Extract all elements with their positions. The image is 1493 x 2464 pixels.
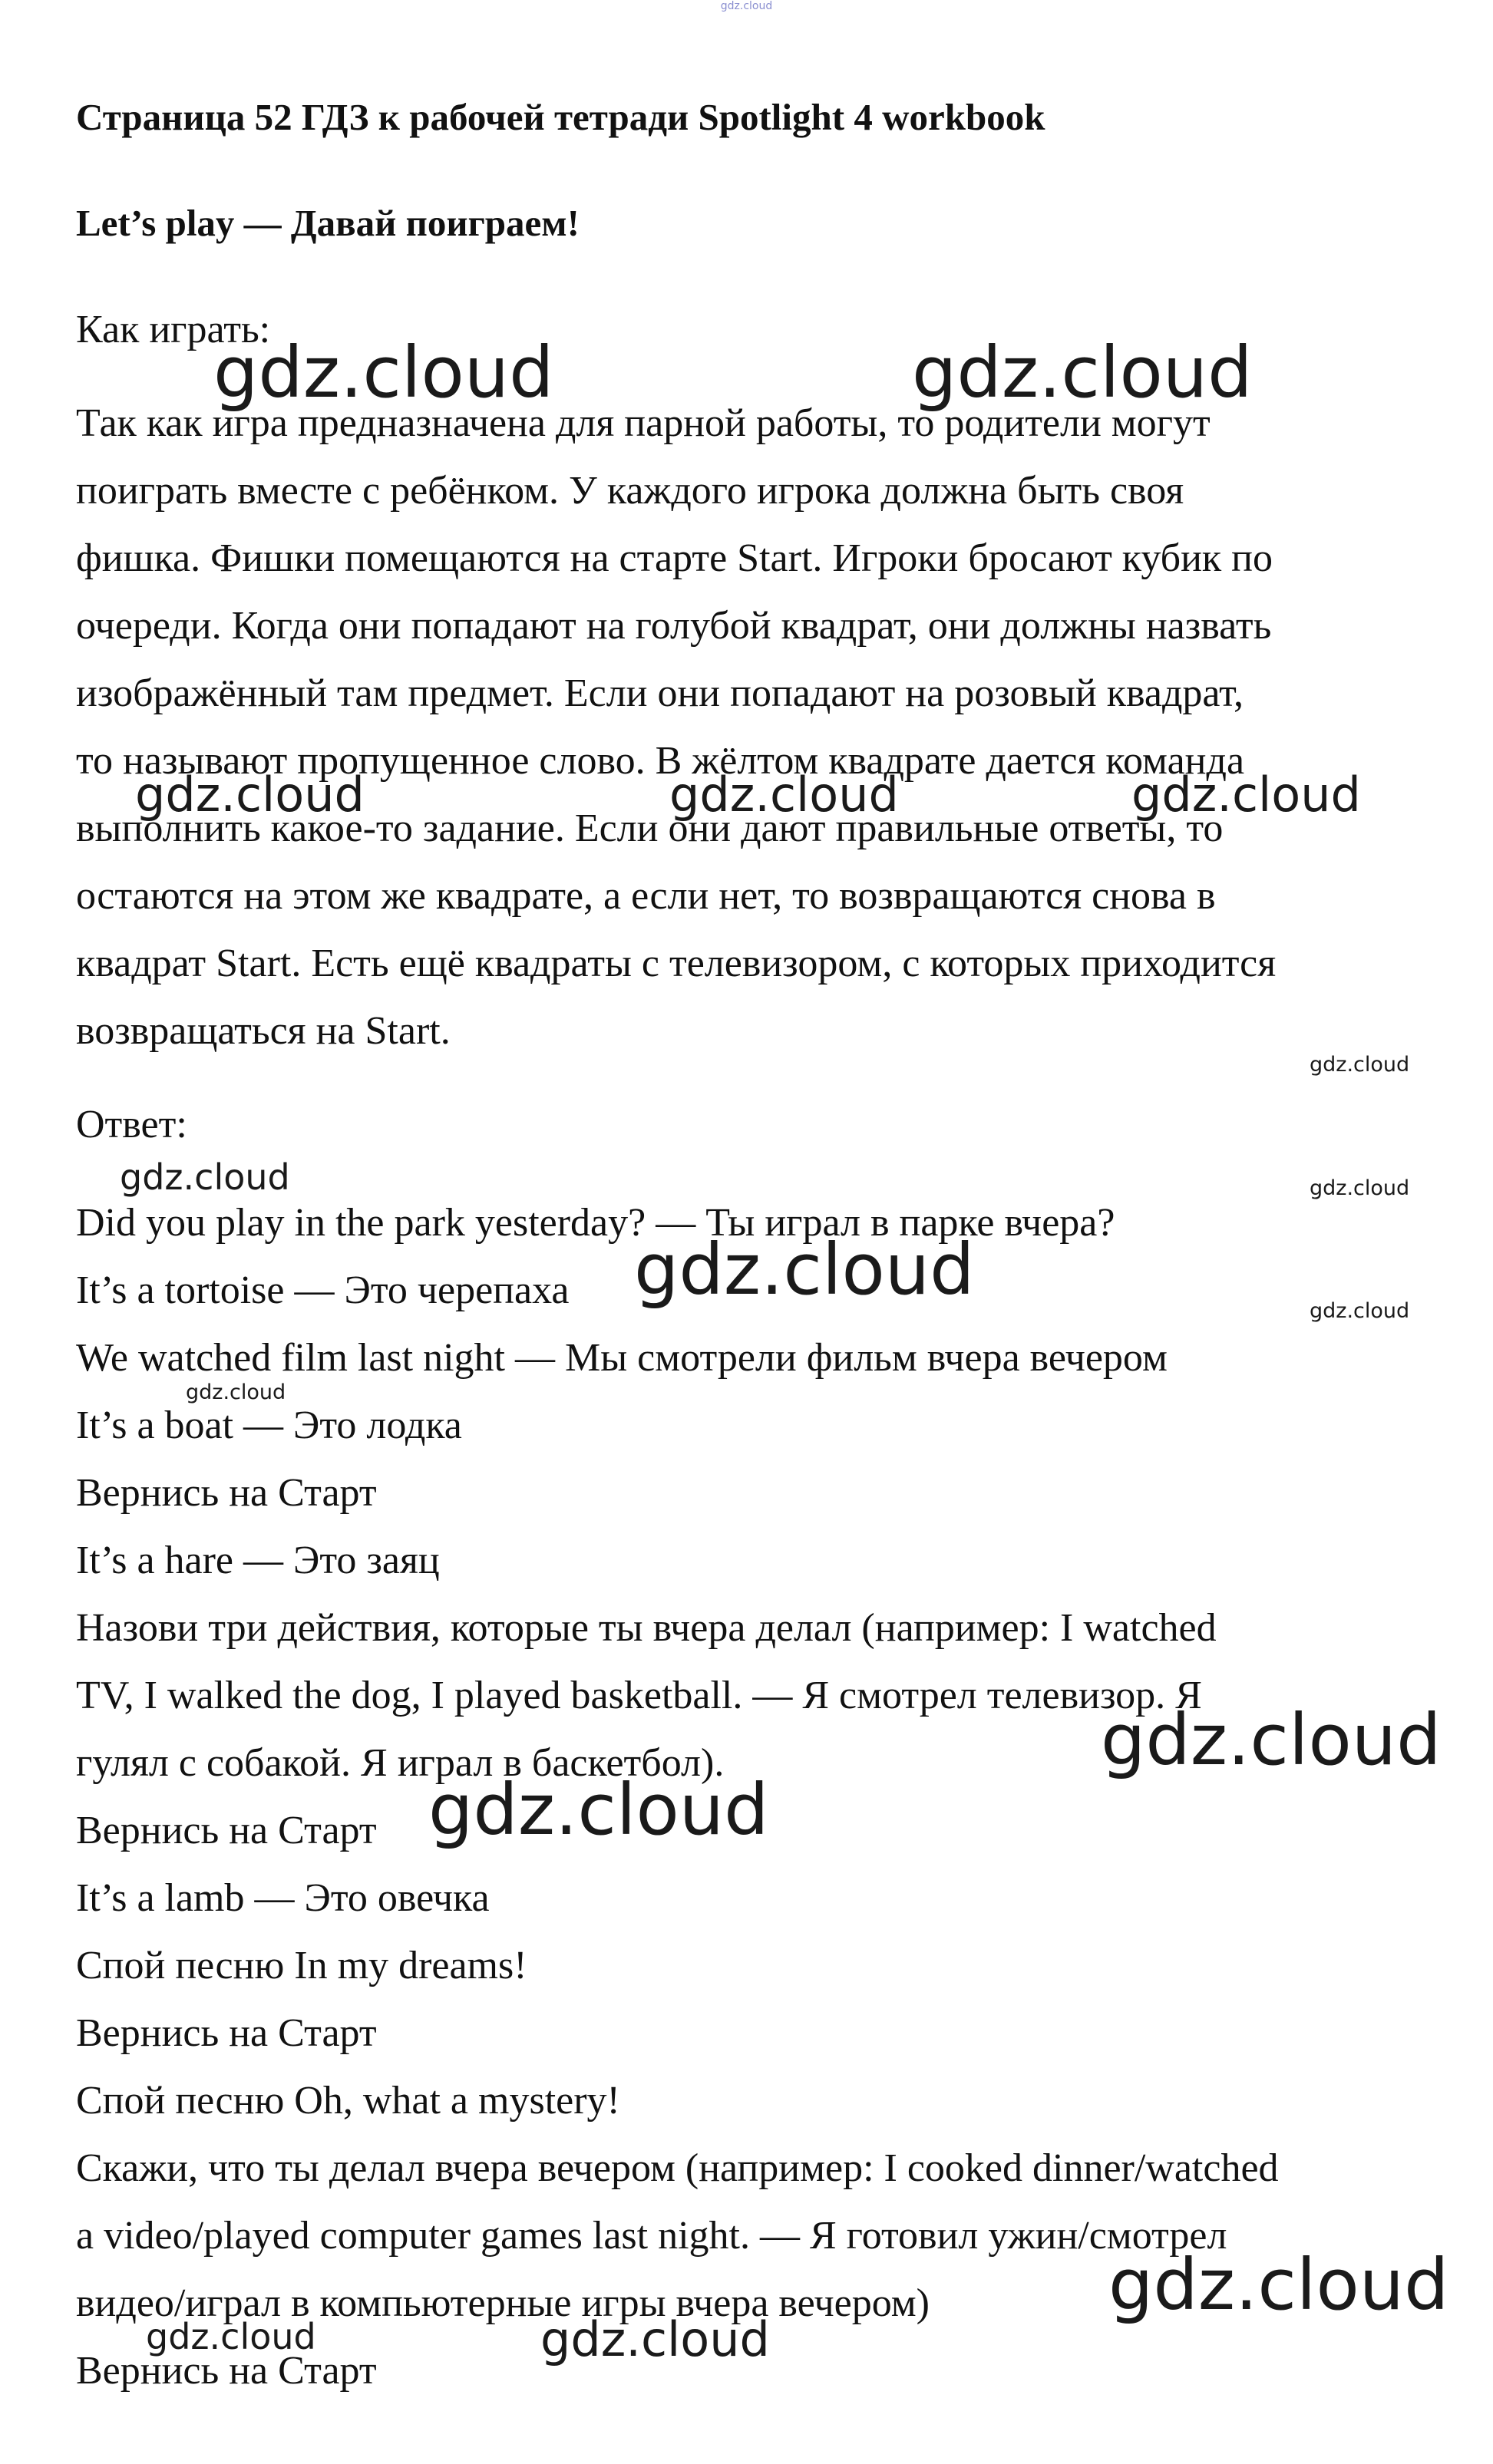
watermark: gdz.cloud bbox=[120, 1156, 290, 1198]
answer-line: Вернись на Старт bbox=[76, 2011, 377, 2055]
answer-label: Ответ: bbox=[76, 1103, 187, 1146]
paragraph-line: изображённый там предмет. Если они попадают на розовый квадрат, bbox=[76, 671, 1244, 715]
answer-item bbox=[76, 1527, 1458, 1595]
answer-line: It’s a hare — Это заяц bbox=[76, 1539, 440, 1582]
watermark: gdz.cloud bbox=[1101, 1699, 1442, 1781]
page-title: Страница 52 ГДЗ к рабочей тетради Spotlight 4 workbook bbox=[76, 96, 1045, 138]
answer-line: Назови три действия, которые ты вчера делал (например: I watched bbox=[76, 1606, 1217, 1650]
answer-line: Вернись на Старт bbox=[76, 1471, 377, 1515]
answer-item bbox=[76, 1460, 1458, 1527]
watermark: gdz.cloud bbox=[1310, 1299, 1410, 1323]
answer-line: Вернись на Старт bbox=[76, 1809, 377, 1852]
watermark: gdz.cloud bbox=[1131, 767, 1361, 823]
watermark: gdz.cloud bbox=[428, 1769, 769, 1851]
watermark: gdz.cloud bbox=[1310, 1053, 1410, 1077]
watermark: gdz.cloud bbox=[1108, 2244, 1449, 2326]
answer-line: Вернись на Старт bbox=[76, 2349, 377, 2393]
how-to-play-label: Как играть: bbox=[76, 308, 271, 351]
watermark: gdz.cloud bbox=[540, 2311, 770, 2367]
paragraph-line: фишка. Фишки помещаются на старте Start. Игроки бросают кубик по bbox=[76, 536, 1273, 580]
watermark: gdz.cloud bbox=[146, 2316, 316, 2357]
watermark: gdz.cloud bbox=[912, 332, 1253, 414]
answer-line: Did you play in the park yesterday? — Ты играл в парке вчера? bbox=[76, 1201, 1115, 1245]
watermark: gdz.cloud bbox=[135, 767, 365, 823]
answer-line: Скажи, что ты делал вчера вечером (например: I cooked dinner/watched bbox=[76, 2146, 1279, 2190]
watermark: gdz.cloud bbox=[634, 1229, 975, 1311]
answer-line: It’s a boat — Это лодка bbox=[76, 1404, 462, 1447]
answer-item bbox=[76, 1932, 1458, 2000]
answer-line: It’s a lamb — Это овечка bbox=[76, 1876, 490, 1920]
answer-item bbox=[76, 2067, 1458, 2135]
watermark: gdz.cloud bbox=[669, 767, 899, 823]
paragraph-line: поиграть вместе с ребёнком. У каждого игрока должна быть своя bbox=[76, 469, 1184, 513]
answer-line: It’s a tortoise — Это черепаха bbox=[76, 1268, 570, 1312]
answer-line: гулял с собакой. Я играл в баскетбол). bbox=[76, 1741, 725, 1785]
answer-line: Спой песню Oh, what a mystery! bbox=[76, 2079, 620, 2123]
answer-item bbox=[76, 2000, 1458, 2067]
top-watermark: gdz.cloud bbox=[720, 0, 773, 12]
answer-line: TV, I walked the dog, I played basketball. — Я смотрел телевизор. Я bbox=[76, 1674, 1202, 1717]
paragraph-line: возвращаться на Start. bbox=[76, 1009, 451, 1053]
answer-line: We watched film last night — Мы смотрели фильм вчера вечером bbox=[76, 1336, 1168, 1380]
watermark: gdz.cloud bbox=[186, 1380, 286, 1404]
paragraph-line: Так как игра предназначена для парной работы, то родители могут bbox=[76, 401, 1211, 445]
paragraph-line: очереди. Когда они попадают на голубой квадрат, они должны назвать bbox=[76, 604, 1272, 648]
paragraph-line: выполнить какое-то задание. Если они дают правильные ответы, то bbox=[76, 806, 1224, 850]
answer-line: a video/played computer games last night. — Я готовил ужин/смотрел bbox=[76, 2214, 1227, 2258]
answer-line: видео/играл в компьютерные игры вчера вечером) bbox=[76, 2281, 930, 2325]
watermark: gdz.cloud bbox=[1310, 1176, 1410, 1200]
watermark: gdz.cloud bbox=[213, 332, 554, 414]
answer-line: Спой песню In my dreams! bbox=[76, 1944, 527, 1987]
paragraph-line: то называют пропущенное слово. В жёлтом квадрате дается команда bbox=[76, 739, 1245, 783]
page-subtitle: Let’s play — Давай поиграем! bbox=[76, 202, 580, 244]
answer-item bbox=[76, 1865, 1458, 1932]
paragraph-line: остаются на этом же квадрате, а если нет, то возвращаются снова в bbox=[76, 874, 1216, 918]
how-to-play-paragraph bbox=[76, 390, 1442, 1065]
paragraph-line: квадрат Start. Есть ещё квадраты с телевизором, с которых приходится bbox=[76, 942, 1277, 985]
